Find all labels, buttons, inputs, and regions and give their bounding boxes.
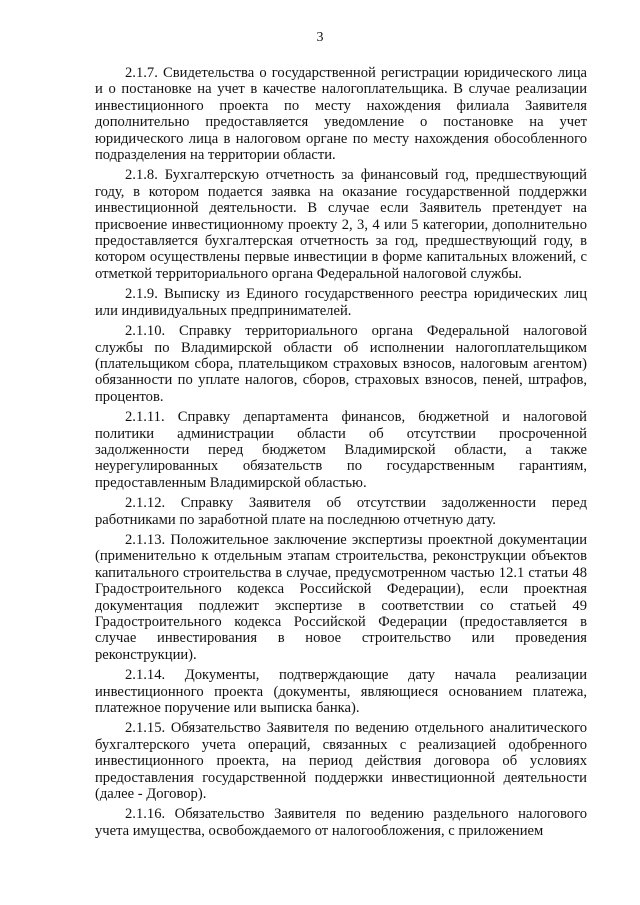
paragraph-2-1-7: 2.1.7. Свидетельства о государственной регистрации юридического лица и о постановке на учет в качестве налогоплательщика. В случае реализации инвестиционного проекта по месту нахождения филиала Заявителя дополнительно предоставляется уведомление о постановке на учет юридического лица в налоговом органе по месту нахождения обособленного подразделения на территории области.	[95, 65, 587, 164]
paragraph-2-1-14: 2.1.14. Документы, подтверждающие дату начала реализации инвестиционного проекта (документы, являющиеся основанием платежа, платежное поручение или выписка банка).	[95, 667, 587, 717]
paragraph-2-1-16: 2.1.16. Обязательство Заявителя по ведению раздельного налогового учета имущества, освобождаемого от налогообложения, с приложением	[95, 806, 587, 839]
document-body	[95, 65, 587, 839]
paragraph-2-1-8: 2.1.8. Бухгалтерскую отчетность за финансовый год, предшествующий году, в котором подается заявка на оказание государственной поддержки инвестиционной деятельности. В случае если Заявитель претендует на присвоение инвестиционному проекту 2, 3, 4 или 5 категории, дополнительно предоставляется бухгалтерская отчетность за год, предшествующий году, в котором осуществлены первые инвестиции в форме капитальных вложений, с отметкой территориального органа Федеральной налоговой службы.	[95, 167, 587, 282]
page-number: 3	[316, 30, 324, 45]
paragraph-2-1-10: 2.1.10. Справку территориального органа Федеральной налоговой службы по Владимирской области об исполнении налогоплательщиком (плательщиком сбора, плательщиком страховых взносов, налоговым агентом) обязанности по уплате налогов, сборов, страховых взносов, пеней, штрафов, процентов.	[95, 323, 587, 405]
paragraph-2-1-12: 2.1.12. Справку Заявителя об отсутствии задолженности перед работниками по заработной плате на последнюю отчетную дату.	[95, 495, 587, 528]
paragraph-2-1-13: 2.1.13. Положительное заключение экспертизы проектной документации (применительно к отдельным этапам строительства, реконструкции объектов капитального строительства в случае, предусмотренном частью 12.1 статьи 48 Градостроительного кодекса Российской Федерации), если проектная документация подлежит экспертизе в соответствии со статьей 49 Градостроительного кодекса Российской Федерации (предоставляется в случае инвестирования в новое строительство или проведения реконструкции).	[95, 531, 587, 663]
paragraph-2-1-11: 2.1.11. Справку департамента финансов, бюджетной и налоговой политики администрации области об отсутствии просроченной задолженности перед бюджетом Владимирской области, а также неурегулированных обязательств по государственным гарантиям, предоставленным Владимирской областью.	[95, 409, 587, 491]
paragraph-2-1-9: 2.1.9. Выписку из Единого государственного реестра юридических лиц или индивидуальных предпринимателей.	[95, 286, 587, 319]
paragraph-2-1-15: 2.1.15. Обязательство Заявителя по ведению отдельного аналитического бухгалтерского учета операций, связанных с реализацией одобренного инвестиционного проекта, на период действия договора об условиях предоставления государственной поддержки инвестиционной деятельности (далее - Договор).	[95, 720, 587, 803]
